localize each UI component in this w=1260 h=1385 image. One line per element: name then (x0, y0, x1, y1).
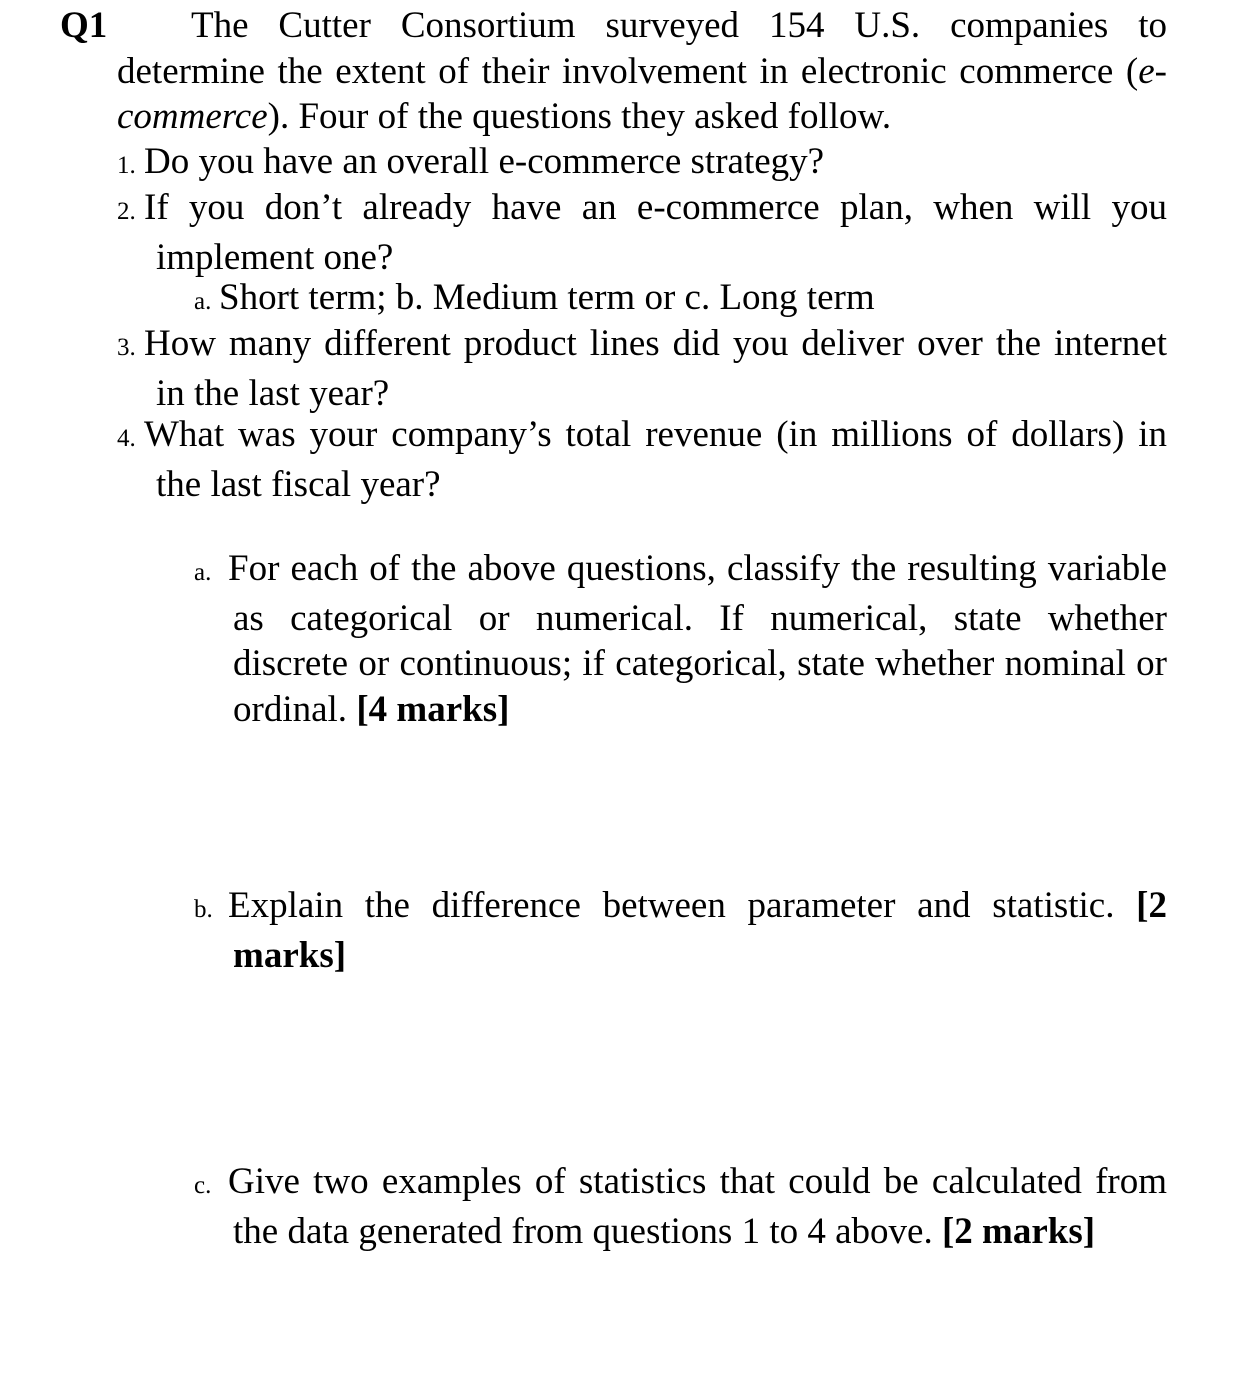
survey-question-text: Do you have an overall e-commerce strategy? (144, 141, 825, 182)
part-marks: [2 marks] (233, 885, 1167, 976)
part-letter: b. (194, 896, 213, 923)
survey-question-2 (117, 185, 1167, 280)
part-a (194, 546, 1167, 732)
survey-question-text: If you don’t already have an e-commerce plan, when will you implement one? (144, 187, 1167, 278)
question-intro (117, 3, 1167, 140)
question-label: Q1 (60, 5, 108, 46)
part-letter: a. (194, 559, 212, 586)
intro-text-end: ). Four of the questions they asked follow. (267, 96, 892, 137)
survey-question-text: What was your company’s total revenue (in millions of dollars) in the last fiscal year? (144, 414, 1167, 505)
intro-italic-term: e-commerce (117, 50, 1167, 137)
part-marks: [4 marks] (356, 688, 510, 730)
answer-options (194, 275, 875, 325)
part-text: Give two examples of statistics that could be calculated from the data generated from questions 1 to 4 above. (228, 1161, 1167, 1252)
answer-options-prefix: a. (194, 288, 212, 315)
part-c (194, 1159, 1167, 1254)
survey-question-number: 1. (117, 152, 136, 179)
survey-question-number: 2. (117, 198, 136, 225)
part-b (194, 883, 1167, 978)
survey-question-number: 4. (117, 425, 136, 452)
survey-question-text: How many different product lines did you deliver over the internet in the last year? (144, 323, 1167, 414)
survey-question-1 (117, 139, 1167, 189)
survey-question-3 (117, 321, 1167, 416)
part-letter: c. (194, 1172, 212, 1199)
intro-text-start: The Cutter Consortium surveyed 154 U.S. companies to determine the extent of their involvement in electronic commerce ( (117, 5, 1167, 92)
part-text: For each of the above questions, classify the resulting variable as categorical or numerical. If numerical, state whether discrete or continuous; if categorical, state whether nominal or ordinal. (228, 548, 1167, 730)
part-text: Explain the difference between parameter and statistic. (228, 885, 1115, 926)
answer-options-text: Short term; b. Medium term or c. Long term (219, 277, 875, 318)
survey-question-4 (117, 412, 1167, 507)
survey-question-number: 3. (117, 334, 136, 361)
part-marks: [2 marks] (941, 1210, 1096, 1252)
